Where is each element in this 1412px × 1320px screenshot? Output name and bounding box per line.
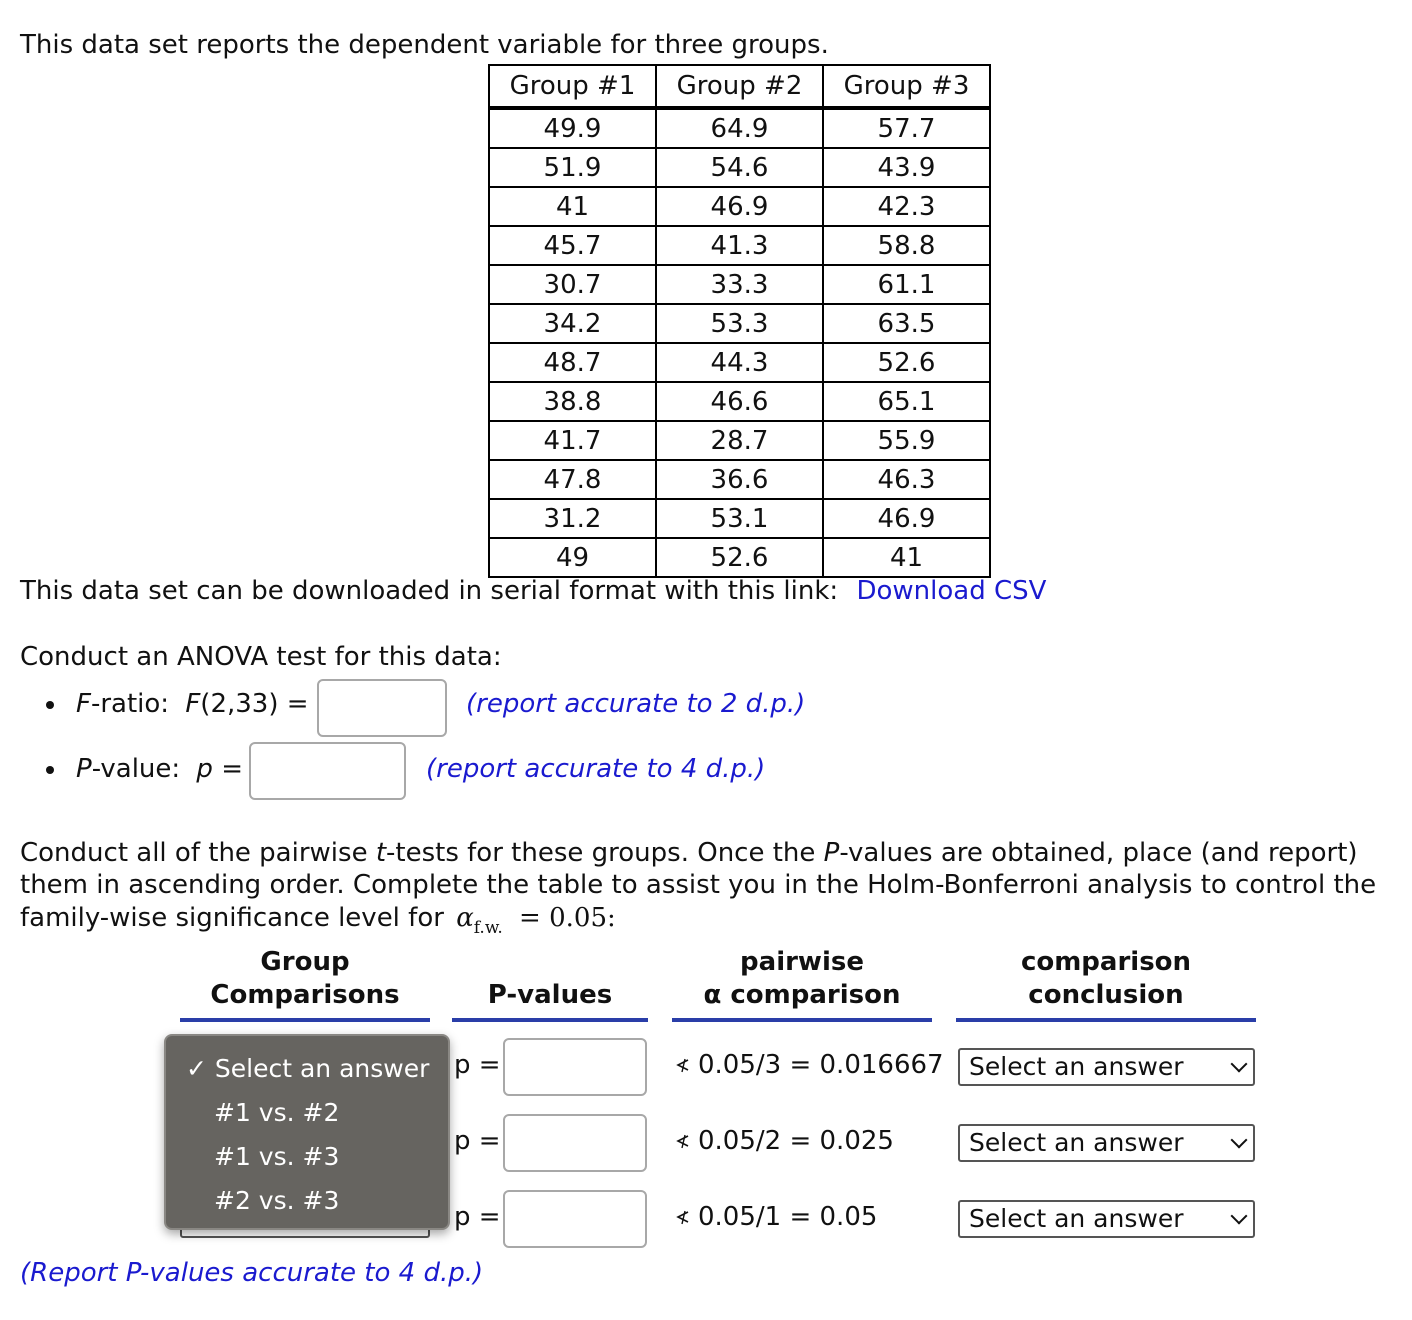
table-row: [489, 382, 990, 421]
alpha-value-text: 0.05/1 = 0.05: [698, 1202, 878, 1232]
dropdown-option[interactable]: #1 vs. #3: [214, 1142, 340, 1171]
intro-text: This data set reports the dependent variable for three groups.: [20, 30, 829, 60]
table-cell: 47.8: [489, 460, 656, 499]
col-header-line: Comparisons: [210, 980, 400, 1010]
table-cell: 45.7: [489, 226, 656, 265]
table-cell: 48.7: [489, 343, 656, 382]
table-cell: 44.3: [656, 343, 823, 382]
table-cell: 49: [489, 538, 656, 577]
alpha-comparison: [676, 1126, 894, 1156]
table-row: [489, 499, 990, 538]
table-cell: 46.6: [656, 382, 823, 421]
pairwise-pvalue-input[interactable]: [503, 1114, 647, 1172]
p-prefix: p =: [454, 1050, 501, 1080]
chevron-down-icon: [1231, 1208, 1248, 1225]
header-rule: [956, 1018, 1256, 1022]
f-ratio-hint: (report accurate to 2 d.p.): [466, 689, 806, 719]
pairwise-paragraph-line-3: [20, 903, 616, 938]
table-cell: 51.9: [489, 148, 656, 187]
para-text: -values are obtained, place (and report): [839, 838, 1358, 868]
table-cell: 49.9: [489, 108, 656, 148]
pvalue-footer-hint: (Report P-values accurate to 4 d.p.): [20, 1258, 484, 1288]
f-label-italic: F: [76, 689, 91, 719]
table-row: [489, 421, 990, 460]
table-cell: 36.6: [656, 460, 823, 499]
select-label: Select an answer: [969, 1204, 1184, 1233]
col-header-group: [180, 946, 430, 1012]
para-text: Conduct all of the pairwise: [20, 838, 376, 868]
dropdown-option-selected[interactable]: [186, 1054, 429, 1083]
table-cell: 53.3: [656, 304, 823, 343]
bullet-icon: [46, 766, 54, 774]
para-text: family-wise significance level for: [20, 903, 444, 933]
pairwise-paragraph-line-2: them in ascending order. Complete the table to assist you in the Holm-Bonferroni analysis to control the: [20, 870, 1377, 900]
dropdown-option-label: Select an answer: [214, 1054, 430, 1083]
table-cell: 30.7: [489, 265, 656, 304]
f-expr: (2,33) =: [200, 689, 309, 719]
p-value-input[interactable]: [249, 742, 406, 800]
table-header: Group #3: [823, 65, 990, 108]
pairwise-pvalue-input[interactable]: [503, 1190, 647, 1248]
dropdown-option[interactable]: #2 vs. #3: [214, 1186, 340, 1215]
col-header-line: pairwise: [740, 947, 864, 977]
alpha-symbol: α: [456, 903, 474, 933]
conclusion-select[interactable]: [958, 1048, 1255, 1086]
select-label: Select an answer: [969, 1128, 1184, 1157]
not-greater-icon: [676, 1058, 690, 1074]
table-cell: 46.9: [656, 187, 823, 226]
header-rule: [672, 1018, 932, 1022]
table-row: [489, 108, 990, 148]
conclusion-select[interactable]: [958, 1200, 1255, 1238]
chevron-down-icon: [1231, 1056, 1248, 1073]
p-value-hint: (report accurate to 4 d.p.): [426, 754, 766, 784]
alpha-value-text: 0.05/3 = 0.016667: [698, 1050, 944, 1080]
table-cell: 55.9: [823, 421, 990, 460]
table-cell: 41.3: [656, 226, 823, 265]
col-header-line: α comparison: [703, 980, 901, 1010]
table-header: Group #1: [489, 65, 656, 108]
table-body: [489, 108, 990, 577]
col-header-alpha: [672, 946, 932, 1012]
col-header-line: Group: [260, 947, 350, 977]
f-expr-italic: F: [185, 689, 201, 719]
f-ratio-input[interactable]: [317, 679, 447, 737]
table-cell: 43.9: [823, 148, 990, 187]
table-row: [489, 538, 990, 577]
bullet-icon: [46, 701, 54, 709]
para-italic-t: t: [375, 838, 387, 868]
table-cell: 46.3: [823, 460, 990, 499]
header-rule: [180, 1018, 430, 1022]
col-header-line: comparison: [1020, 947, 1192, 977]
table-cell: 41: [823, 538, 990, 577]
table-cell: 33.3: [656, 265, 823, 304]
not-greater-icon: [676, 1134, 690, 1150]
group-comparison-dropdown[interactable]: [164, 1034, 450, 1230]
table-cell: 57.7: [823, 108, 990, 148]
pairwise-paragraph-line-1: [20, 838, 1358, 868]
table-cell: 34.2: [489, 304, 656, 343]
data-table: [488, 64, 991, 578]
table-cell: 41.7: [489, 421, 656, 460]
conclusion-select[interactable]: [958, 1124, 1255, 1162]
table-cell: 46.9: [823, 499, 990, 538]
table-row: [489, 226, 990, 265]
dropdown-option[interactable]: #1 vs. #2: [214, 1098, 340, 1127]
anova-heading: Conduct an ANOVA test for this data:: [20, 642, 502, 672]
alpha-value: = 0.05:: [519, 903, 616, 933]
table-cell: 65.1: [823, 382, 990, 421]
table-cell: 63.5: [823, 304, 990, 343]
alpha-subscript: f.w.: [473, 918, 503, 938]
table-cell: 52.6: [823, 343, 990, 382]
table-row: [489, 460, 990, 499]
col-header-pvalues: P-values: [487, 980, 613, 1010]
table-row: [489, 343, 990, 382]
p-expr: =: [212, 754, 243, 784]
p-expr-italic: p: [196, 754, 213, 784]
table-cell: 64.9: [656, 108, 823, 148]
para-text: -tests for these groups. Once the: [386, 838, 824, 868]
table-cell: 52.6: [656, 538, 823, 577]
table-cell: 58.8: [823, 226, 990, 265]
table-cell: 54.6: [656, 148, 823, 187]
table-cell: 61.1: [823, 265, 990, 304]
table-cell: 38.8: [489, 382, 656, 421]
f-label: -ratio:: [90, 689, 170, 719]
table-row: [489, 265, 990, 304]
table-cell: 53.1: [656, 499, 823, 538]
col-header-conclusion: [956, 946, 1256, 1012]
table-cell: 42.3: [823, 187, 990, 226]
p-label: -value:: [91, 754, 181, 784]
chevron-down-icon: [1231, 1132, 1248, 1149]
table-cell: 28.7: [656, 421, 823, 460]
download-text: This data set can be downloaded in serial format with this link:: [20, 576, 839, 606]
table-cell: 41: [489, 187, 656, 226]
p-value-row: [46, 754, 243, 784]
table-row: [489, 187, 990, 226]
p-prefix: p =: [454, 1202, 501, 1232]
header-rule: [452, 1018, 648, 1022]
select-label: Select an answer: [969, 1052, 1184, 1081]
download-line: [20, 576, 1046, 606]
table-row: [489, 304, 990, 343]
not-greater-icon: [676, 1210, 690, 1226]
alpha-value-text: 0.05/2 = 0.025: [698, 1126, 894, 1156]
alpha-comparison: [676, 1050, 944, 1080]
alpha-comparison: [676, 1202, 877, 1232]
download-csv-link[interactable]: Download CSV: [856, 576, 1047, 606]
col-header-line: conclusion: [1028, 980, 1184, 1010]
table-header: Group #2: [656, 65, 823, 108]
table-row: [489, 148, 990, 187]
f-ratio-row: [46, 689, 309, 719]
p-prefix: p =: [454, 1126, 501, 1156]
table-cell: 31.2: [489, 499, 656, 538]
pairwise-pvalue-input[interactable]: [503, 1038, 647, 1096]
para-italic-p: P: [823, 838, 840, 868]
checkmark-icon: ✓: [186, 1054, 207, 1083]
p-label-italic: P: [76, 754, 92, 784]
